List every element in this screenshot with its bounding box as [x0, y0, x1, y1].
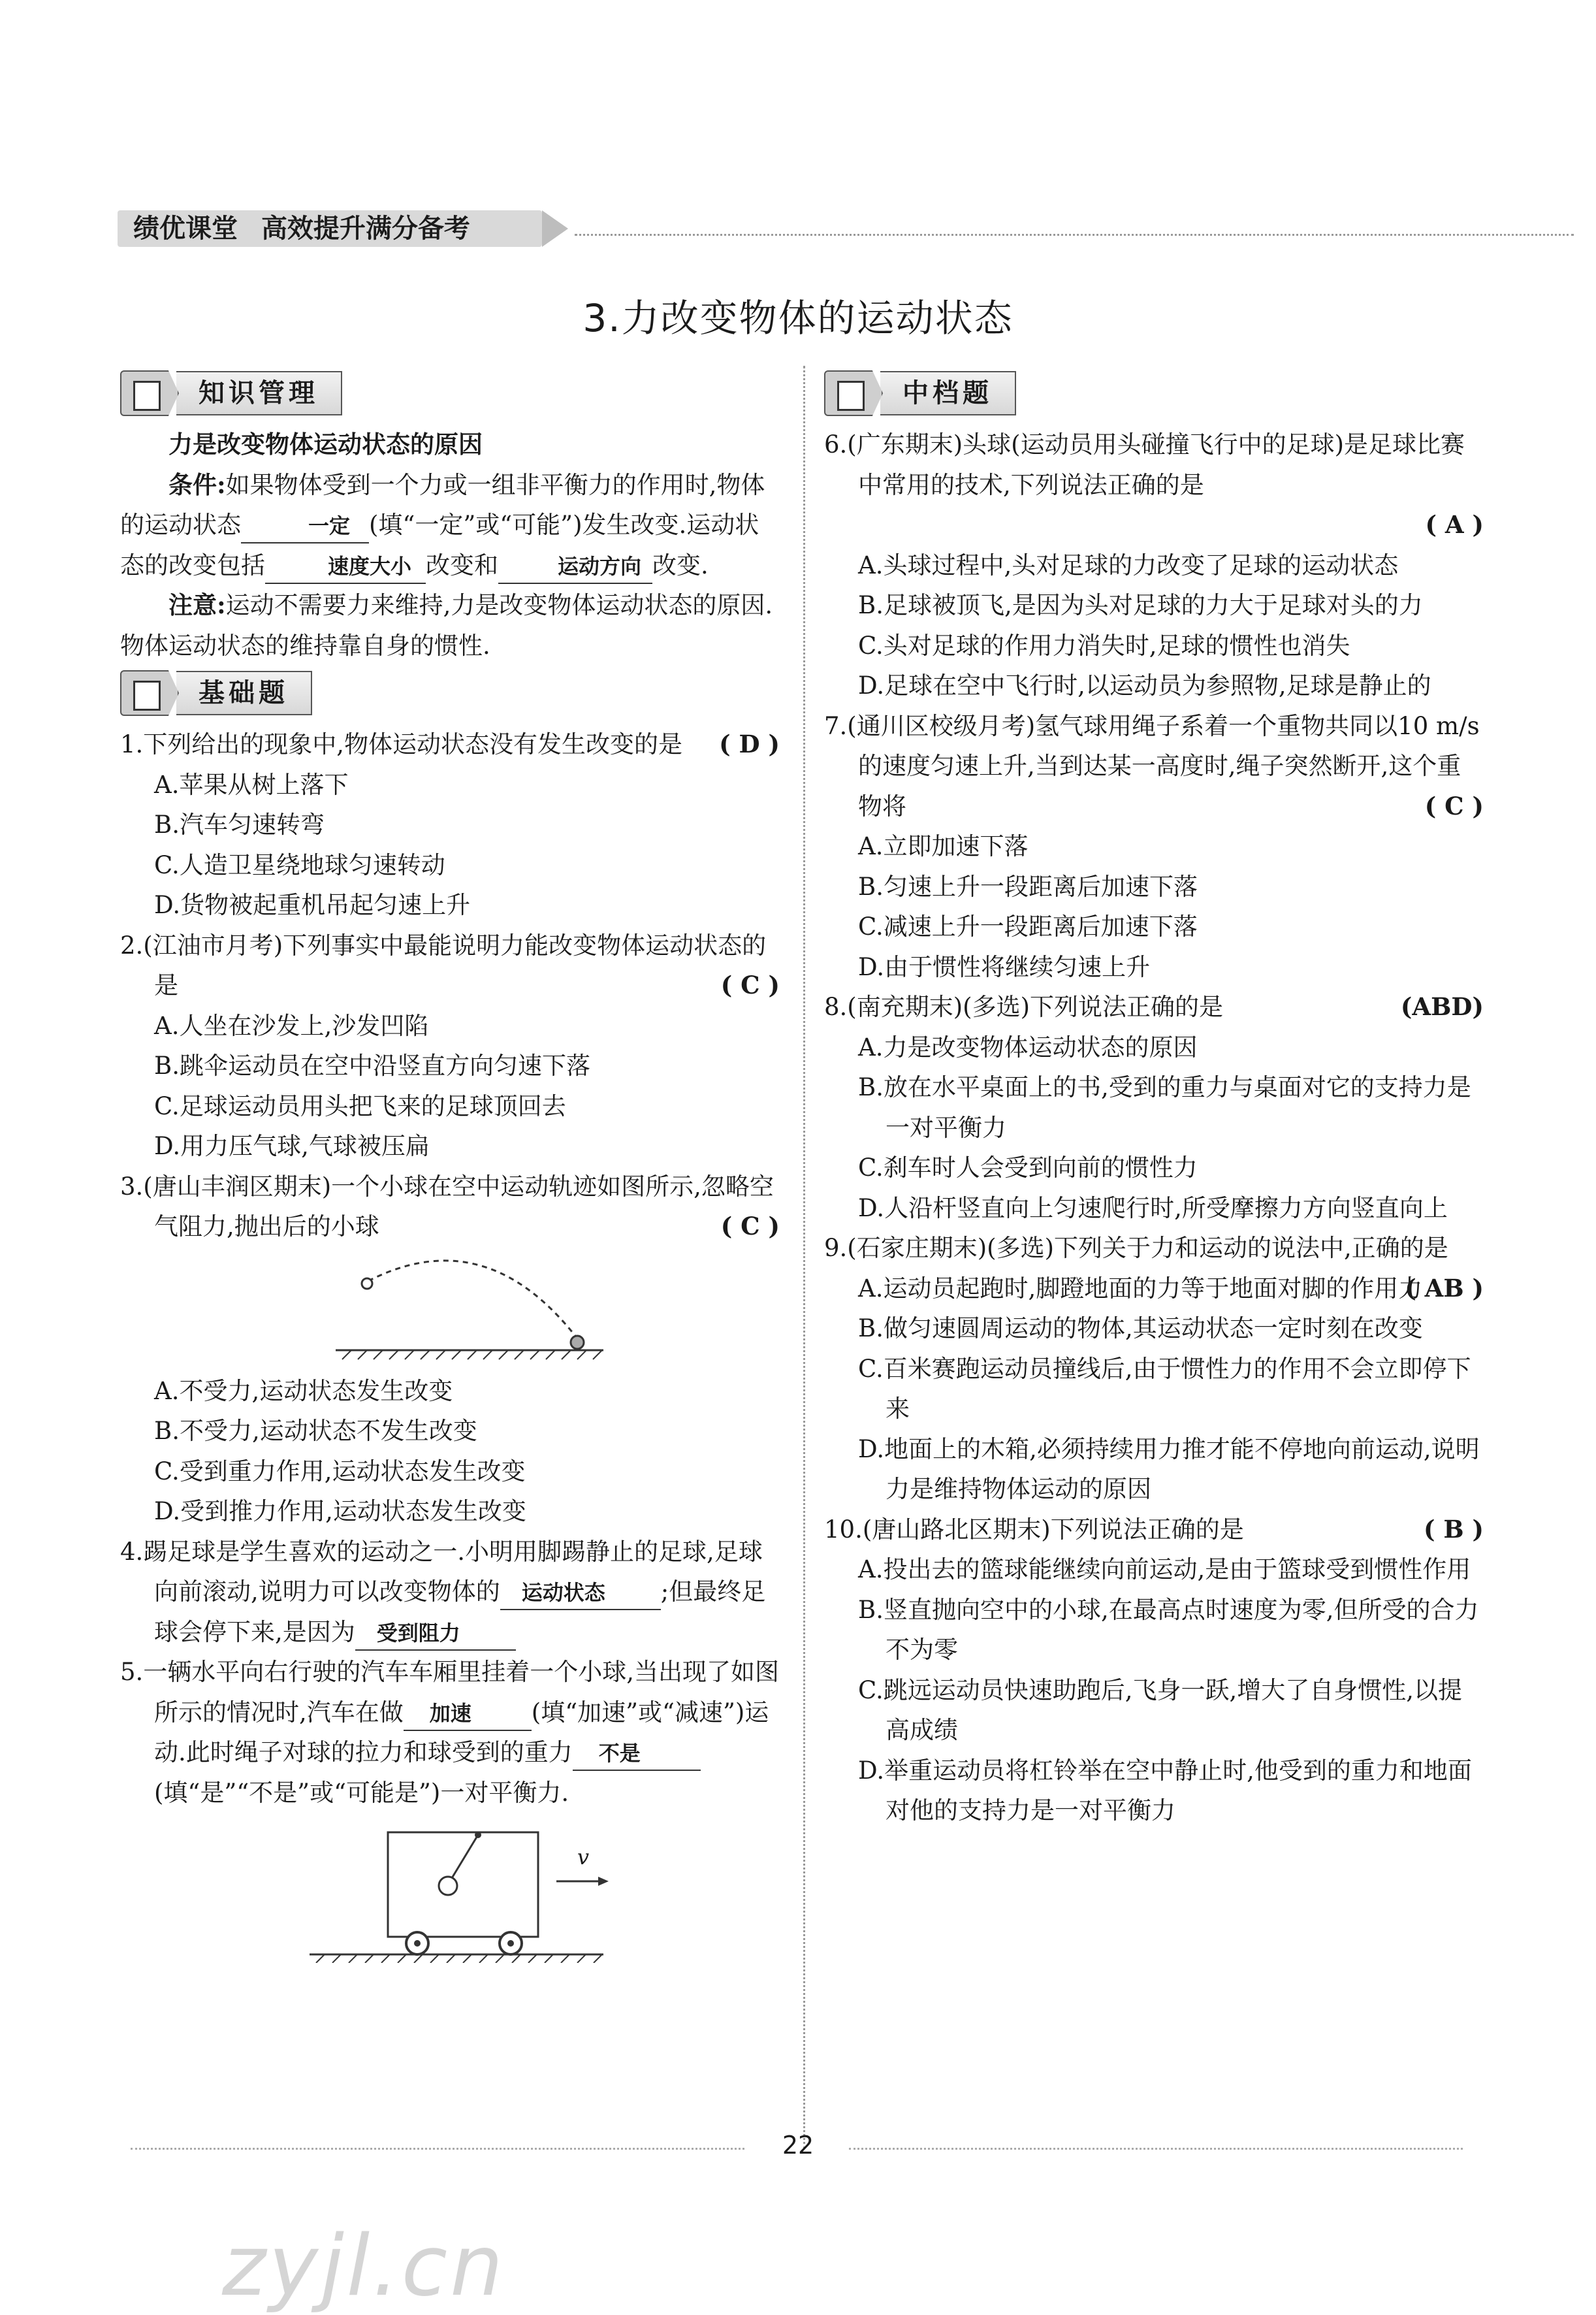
- pendulum-ball: [439, 1877, 457, 1895]
- trajectory-path: [368, 1260, 577, 1338]
- stem-text: (填“是”“不是”或“可能是”)一对平衡力.: [154, 1778, 569, 1807]
- section-mid-header: [824, 368, 1484, 418]
- option: A.投出去的篮球能继续向前运动,是由于篮球受到惯性作用: [858, 1555, 1471, 1583]
- ground-hatch: [316, 1954, 602, 1963]
- answer: ( C ): [1424, 791, 1484, 820]
- option: D.货物被起重机吊起匀速上升: [154, 891, 471, 919]
- option: C.头对足球的作用力消失时,足球的惯性也消失: [858, 631, 1350, 660]
- option: D.地面上的木箱,必须持续用力推才能不停地向前运动,说明力是维持物体运动的原因: [858, 1434, 1480, 1503]
- option: A.苹果从树上落下: [154, 770, 349, 799]
- section-label: 基础题: [176, 671, 312, 715]
- stem-text: 2.(江油市月考)下列事实中最能说明力能改变物体运动状态的是: [120, 931, 767, 999]
- option: C.百米赛跑运动员撞线后,由于惯性力的作用不会立即停下来: [858, 1354, 1471, 1423]
- page-number: 22: [782, 2131, 814, 2160]
- ball-end: [571, 1336, 584, 1349]
- option: C.人造卫星绕地球匀速转动: [154, 850, 445, 879]
- brand-name: 绩优课堂: [133, 214, 238, 244]
- condition-text: 如果物体受到一个力或一组非平衡力的作用时,物体的运动状态: [120, 470, 765, 539]
- note-text: 运动不需要力来维持,力是改变物体运动状态的原因.物体运动状态的维持靠自身的惯性.: [120, 591, 773, 660]
- option: B.匀速上升一段距离后加速下落: [858, 872, 1198, 901]
- cart-body: [388, 1832, 538, 1937]
- slogan: 高效提升满分备考: [261, 214, 470, 244]
- option: A.不受力,运动状态发生改变: [154, 1376, 453, 1405]
- question-10: [824, 1510, 1484, 1831]
- column-divider: [803, 366, 805, 2149]
- answer: ( AB ): [1405, 1273, 1484, 1303]
- section-label: 中档题: [880, 371, 1016, 415]
- trajectory-figure: [120, 1247, 773, 1371]
- option: B.放在水平桌面上的书,受到的重力与桌面对它的支持力是一对平衡力: [858, 1073, 1471, 1142]
- knowledge-note: [120, 585, 780, 666]
- condition-text: (填“一定”或“可能”)发生改变.运动状态的改变包括: [120, 511, 759, 579]
- wheel-right-hub: [507, 1940, 514, 1947]
- condition-label: 条件:: [168, 470, 226, 499]
- cart-drawing: [120, 1813, 773, 1963]
- option: A.立即加速下落: [858, 832, 1029, 860]
- stem-text: 7.(通川区校级月考)氢气球用绳子系着一个重物共同以10 m/s的速度匀速上升,当到达某一高度时,绳子突然断开,这个重物将: [824, 711, 1480, 820]
- section-label: 知识管理: [176, 371, 342, 415]
- stem-text: ;但最终足球会停下来,是因为: [154, 1578, 766, 1646]
- option: A.运动员起跑时,脚蹬地面的力等于地面对脚的作用力: [858, 1274, 1423, 1303]
- fill-blank: 运动方向: [498, 550, 652, 584]
- wheel-left-hub: [414, 1940, 421, 1947]
- option: B.做匀速圆周运动的物体,其运动状态一定时刻在改变: [858, 1314, 1423, 1342]
- question-4: [120, 1532, 780, 1653]
- question-1: [120, 724, 780, 926]
- header-arrow-icon: [542, 210, 568, 247]
- option: C.减速上升一段距离后加速下落: [858, 913, 1198, 941]
- option: D.受到推力作用,运动状态发生改变: [154, 1497, 526, 1525]
- knowledge-heading: 力是改变物体运动状态的原因: [168, 430, 483, 459]
- notebook-icon: [824, 370, 883, 416]
- fill-blank: 不是: [573, 1737, 701, 1771]
- notebook-icon: [120, 370, 179, 416]
- note-label: 注意:: [168, 591, 226, 619]
- section-knowledge-header: [120, 368, 780, 418]
- answer: ( B ): [1423, 1514, 1484, 1544]
- answer: ( A ): [1425, 510, 1484, 539]
- stem-text: (填“加速”或“减速”)运动.此时绳子对球的拉力和球受到的重力: [154, 1698, 769, 1766]
- right-column: [824, 366, 1484, 1831]
- answer: ( C ): [720, 1212, 780, 1240]
- option: A.力是改变物体运动状态的原因: [858, 1033, 1198, 1061]
- question-3: [120, 1167, 780, 1532]
- stem-text: 1.下列给出的现象中,物体运动状态没有发生改变的是: [120, 730, 683, 758]
- question-5: [120, 1652, 780, 1963]
- option: C.受到重力作用,运动状态发生改变: [154, 1457, 526, 1485]
- fill-blank: 一定: [241, 510, 369, 543]
- option: C.刹车时人会受到向前的惯性力: [858, 1154, 1198, 1182]
- velocity-label: v: [577, 1845, 590, 1870]
- fill-blank: 受到阻力: [355, 1617, 516, 1651]
- option: B.竖直抛向空中的小球,在最高点时速度为零,但所受的合力不为零: [858, 1595, 1479, 1664]
- question-stem: [120, 926, 780, 1006]
- stem-text: 5.一辆水平向右行驶的汽车车厢里挂着一个小球,当出现了如图所示的情况时,汽车在做: [120, 1658, 780, 1726]
- cart-figure: [120, 1813, 773, 1963]
- option: D.用力压气球,气球被压扁: [154, 1132, 430, 1160]
- answer: ( C ): [720, 971, 780, 999]
- left-column: [120, 366, 780, 1963]
- question-stem: [120, 1167, 780, 1247]
- question-2: [120, 926, 780, 1167]
- option: D.举重运动员将杠铃举在空中静止时,他受到的重力和地面对他的支持力是一对平衡力: [858, 1756, 1472, 1824]
- stem-text: 8.(南充期末)(多选)下列说法正确的是: [824, 993, 1224, 1021]
- option: A.人坐在沙发上,沙发凹陷: [154, 1011, 429, 1040]
- header-bar: [118, 210, 1476, 250]
- answer: (ABD): [1400, 992, 1484, 1021]
- velocity-arrowhead: [598, 1877, 609, 1886]
- watermark: zyjl.cn: [222, 2218, 506, 2315]
- stem-text: 4.踢足球是学生喜欢的运动之一.小明用脚踢静止的足球,足球向前滚动,说明力可以改变物体的: [120, 1537, 763, 1606]
- notebook-icon: [120, 670, 179, 716]
- condition-text: 改变.: [652, 551, 709, 579]
- stem-text: 3.(唐山丰润区期末)一个小球在空中运动轨迹如图所示,忽略空气阻力,抛出后的小球: [120, 1172, 774, 1240]
- footer-line-right: [849, 2148, 1463, 2150]
- stem-text: 10.(唐山路北区期末)下列说法正确的是: [824, 1515, 1244, 1544]
- fill-blank: 加速: [404, 1697, 532, 1731]
- option: C.跳远运动员快速助跑后,飞身一跃,增大了自身惯性,以提高成绩: [858, 1676, 1463, 1744]
- condition-text: 改变和: [426, 551, 498, 579]
- option: B.不受力,运动状态不发生改变: [154, 1417, 477, 1445]
- option: D.足球在空中飞行时,以运动员为参照物,足球是静止的: [858, 672, 1431, 700]
- answer: ( D ): [719, 730, 780, 758]
- ball-start: [362, 1278, 372, 1289]
- question-stem: [120, 724, 780, 765]
- page-title: 3.力改变物体的运动状态: [583, 296, 1013, 340]
- header-tag: [118, 210, 542, 247]
- question-6: [824, 425, 1484, 706]
- option: D.由于惯性将继续匀速上升: [858, 952, 1151, 981]
- option: A.头球过程中,头对足球的力改变了足球的运动状态: [858, 551, 1399, 579]
- question-stem: [120, 1652, 780, 1813]
- option: B.汽车匀速转弯: [154, 811, 325, 839]
- option: B.足球被顶飞,是因为头对足球的力大于足球对头的力: [858, 591, 1423, 619]
- section-basic-header: [120, 668, 780, 718]
- ground-hatch: [342, 1350, 602, 1359]
- knowledge-condition: [120, 465, 780, 586]
- stem-text: 9.(石家庄期末)(多选)下列关于力和运动的说法中,正确的是: [824, 1234, 1448, 1262]
- question-9: [824, 1228, 1484, 1510]
- question-stem: 6.(广东期末)头球(运动员用头碰撞飞行中的足球)是足球比赛中常用的技术,下列说法正确的是: [824, 430, 1465, 499]
- question-stem: [824, 987, 1484, 1028]
- question-stem: [824, 1510, 1484, 1550]
- option: B.跳伞运动员在空中沿竖直方向匀速下落: [154, 1052, 590, 1080]
- fill-blank: 速度大小: [265, 550, 426, 584]
- option: D.人沿杆竖直向上匀速爬行时,所受摩擦力方向竖直向上: [858, 1193, 1448, 1222]
- header-divider: [575, 234, 1574, 236]
- question-7: [824, 706, 1484, 988]
- fill-blank: 运动状态: [500, 1576, 661, 1610]
- question-stem: [824, 706, 1484, 827]
- option: C.足球运动员用头把飞来的足球顶回去: [154, 1092, 566, 1120]
- question-stem: [120, 1532, 780, 1653]
- question-8: [824, 987, 1484, 1228]
